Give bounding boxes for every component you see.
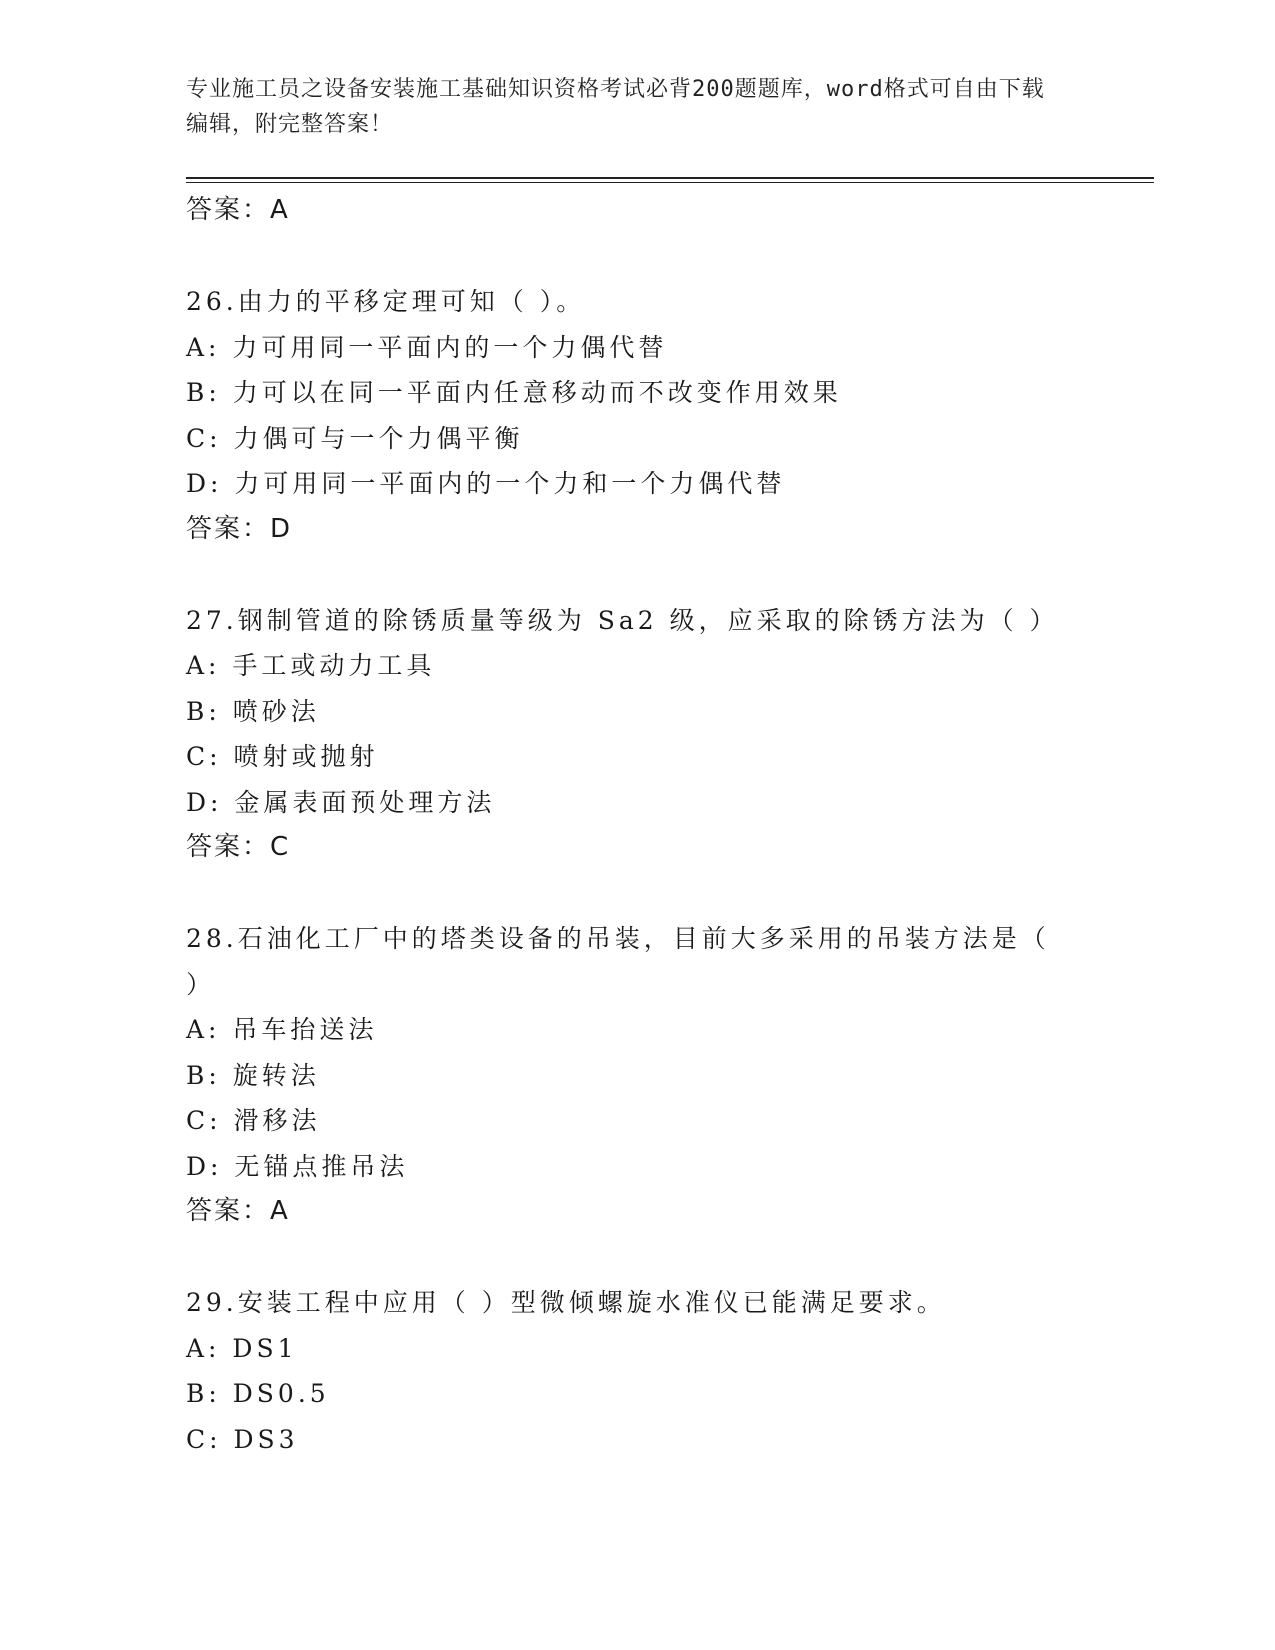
question-stem: 28.石油化工厂中的塔类设备的吊装，目前大多采用的吊装方法是（ ） — [186, 924, 1062, 999]
option-a: A: 吊车抬送法 — [186, 1015, 378, 1044]
spacer — [186, 552, 1076, 598]
answer-line: 答案：C — [186, 832, 291, 862]
option-d: D: 金属表面预处理方法 — [186, 787, 496, 817]
question-block-27 — [186, 598, 1076, 871]
answer-line: 答案：A — [186, 195, 290, 225]
question-block-29 — [186, 1280, 1076, 1462]
answer-line: 答案：D — [186, 513, 293, 544]
spacer — [186, 871, 1076, 917]
answer-line: 答案：A — [186, 1196, 290, 1226]
option-a: A: 手工或动力工具 — [186, 651, 436, 680]
question-stem: 26.由力的平移定理可知（ ）。 — [186, 287, 586, 316]
option-c: C: DS3 — [186, 1424, 299, 1454]
question-stem: 27.钢制管道的除锈质量等级为 Sa2 级，应采取的除锈方法为（ ） — [186, 605, 1059, 635]
option-c: C: 喷射或抛射 — [186, 742, 379, 771]
option-a: A: DS1 — [186, 1333, 298, 1363]
question-content — [186, 188, 1076, 1462]
option-b: B: DS0.5 — [186, 1379, 330, 1408]
header-text: 专业施工员之设备安装施工基础知识资格考试必背200题题库，word格式可自由下载编辑，附完整答案！ — [186, 77, 1045, 137]
option-b: B: 旋转法 — [186, 1060, 320, 1090]
option-c: C: 滑移法 — [186, 1106, 321, 1135]
option-b: B: 力可以在同一平面内任意移动而不改变作用效果 — [186, 378, 842, 407]
option-c: C: 力偶可与一个力偶平衡 — [186, 423, 524, 453]
option-b: B: 喷砂法 — [186, 696, 320, 726]
document-header — [186, 72, 1066, 142]
option-a: A: 力可用同一平面内的一个力偶代替 — [186, 332, 668, 362]
spacer — [186, 1235, 1076, 1281]
option-d: D: 力可用同一平面内的一个力和一个力偶代替 — [186, 469, 786, 498]
header-divider-thin — [186, 182, 1154, 183]
question-block-26 — [186, 279, 1076, 552]
spacer — [186, 234, 1076, 280]
question-block-28 — [186, 916, 1076, 1235]
option-d: D: 无锚点推吊法 — [186, 1151, 409, 1181]
header-divider-thick — [186, 177, 1154, 179]
question-stem: 29.安装工程中应用（ ）型微倾螺旋水准仪已能满足要求。 — [186, 1288, 946, 1317]
